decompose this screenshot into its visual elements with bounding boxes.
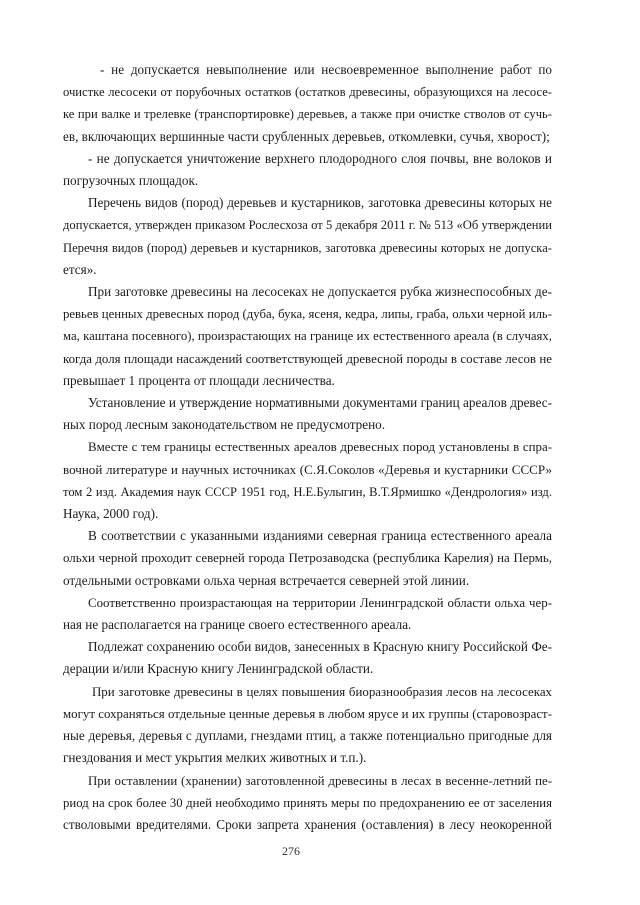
text-line: превышает 1 процента от площади лесничества.: [63, 372, 335, 388]
text-line: могут сохраняться отдельные ценные деревья в любом ярусе и их группы (старовозраст-: [63, 706, 552, 721]
body-text: [63, 59, 552, 836]
paragraph: [63, 592, 552, 636]
text-line: риод на срок более 30 дней необходимо принять меры по предохранению ее от заселения: [63, 795, 552, 810]
text-line: гнездования и мест укрытия мелких животных и т.п.).: [63, 750, 367, 766]
paragraph: [63, 392, 552, 436]
text-line: ные деревья, деревья с дуплами, гнездами птиц, а также потенциально пригодные для: [63, 728, 552, 744]
text-line: том 2 изд. Академия наук СССР 1951 год, Н.Е.Булыгин, В.Т.Ярмишко «Дендрология» изд.: [63, 484, 552, 499]
text-line: ке при валке и трелевке (транспортировке) деревьев, а также при очистке стволов от сучь-: [63, 107, 552, 122]
text-line: В соответствии с указанными изданиями северная граница естественного ареала: [88, 528, 552, 544]
paragraph: [63, 681, 552, 770]
text-line: отдельными островками ольха черная встречается северней этой линии.: [63, 572, 470, 588]
text-line: когда доля площади насаждений соответствующей древесной породы в составе лесов не: [63, 351, 552, 366]
text-line: ма, каштана посевного), произрастающих на границе их естественного ареала (в случаях,: [63, 329, 552, 344]
paragraph: [63, 770, 552, 837]
paragraph: [63, 281, 552, 392]
paragraph: [63, 636, 552, 680]
text-line: Вместе с тем границы естественных ареалов древесных пород установлены в спра-: [88, 440, 552, 455]
page-number: 276: [282, 844, 300, 858]
text-line: Подлежат сохранению особи видов, занесенных в Красную книгу Российской Фе-: [88, 639, 552, 655]
text-line: ольхи черной проходит северней города Петрозаводска (республика Карелия) на Пермь,: [63, 551, 552, 566]
text-line: При заготовке древесины в целях повышения биоразнообразия лесов на лесосеках: [92, 684, 552, 699]
paragraph: [63, 59, 552, 148]
text-line: - не допускается уничтожение верхнего плодородного слоя почвы, вне волоков и: [88, 150, 552, 166]
text-line: ных пород лесным законодательством не предусмотрено.: [63, 417, 386, 433]
paragraph: [63, 192, 552, 281]
paragraph: [63, 436, 552, 525]
text-line: погрузочных площадок.: [63, 173, 199, 189]
text-line: - не допускается невыполнение или несвоевременное выполнение работ по: [100, 62, 552, 77]
paragraph: [63, 525, 552, 592]
text-line: ная не располагается на границе своего естественного ареала.: [63, 617, 412, 633]
text-line: стволовыми вредителями. Сроки запрета хранения (оставления) в лесу неокоренной: [63, 816, 552, 832]
text-line: Установление и утверждение нормативными документами границ ареалов древес-: [88, 395, 552, 411]
text-line: Перечень видов (пород) деревьев и кустарников, заготовка древесины которых не: [88, 195, 552, 211]
paragraph: [63, 148, 552, 192]
text-line: Перечня видов (пород) деревьев и кустарников, заготовка древесины которых не допуска-: [63, 240, 552, 255]
text-line: дерации и/или Красную книгу Ленинградской области.: [63, 661, 374, 677]
text-line: ется».: [63, 261, 97, 277]
text-line: ев, включающих вершинные части срубленных деревьев, откомлевки, сучья, хворост);: [63, 128, 550, 144]
text-line: очистке лесосеки от порубочных остатков (остатков древесины, образующихся на лесосе-: [63, 85, 552, 100]
text-line: ревьев ценных древесных пород (дуба, бука, ясеня, кедра, липы, граба, ольхи черной иль-: [63, 307, 552, 322]
text-line: Наука, 2000 год).: [63, 506, 159, 522]
text-line: вочной литературе и научных источниках (С.Я.Соколов «Деревья и кустарники СССР»: [63, 461, 552, 477]
text-line: При оставлении (хранении) заготовленной древесины в лесах в весенне-летний пе-: [88, 773, 552, 788]
text-line: Соответственно произрастающая на территории Ленинградской области ольха чер-: [88, 595, 552, 610]
text-line: При заготовке древесины на лесосеках не допускается рубка жизнеспособных де-: [88, 284, 552, 300]
text-line: допускается, утвержден приказом Рослесхоза от 5 декабря 2011 г. № 513 «Об утверждении: [63, 218, 552, 233]
